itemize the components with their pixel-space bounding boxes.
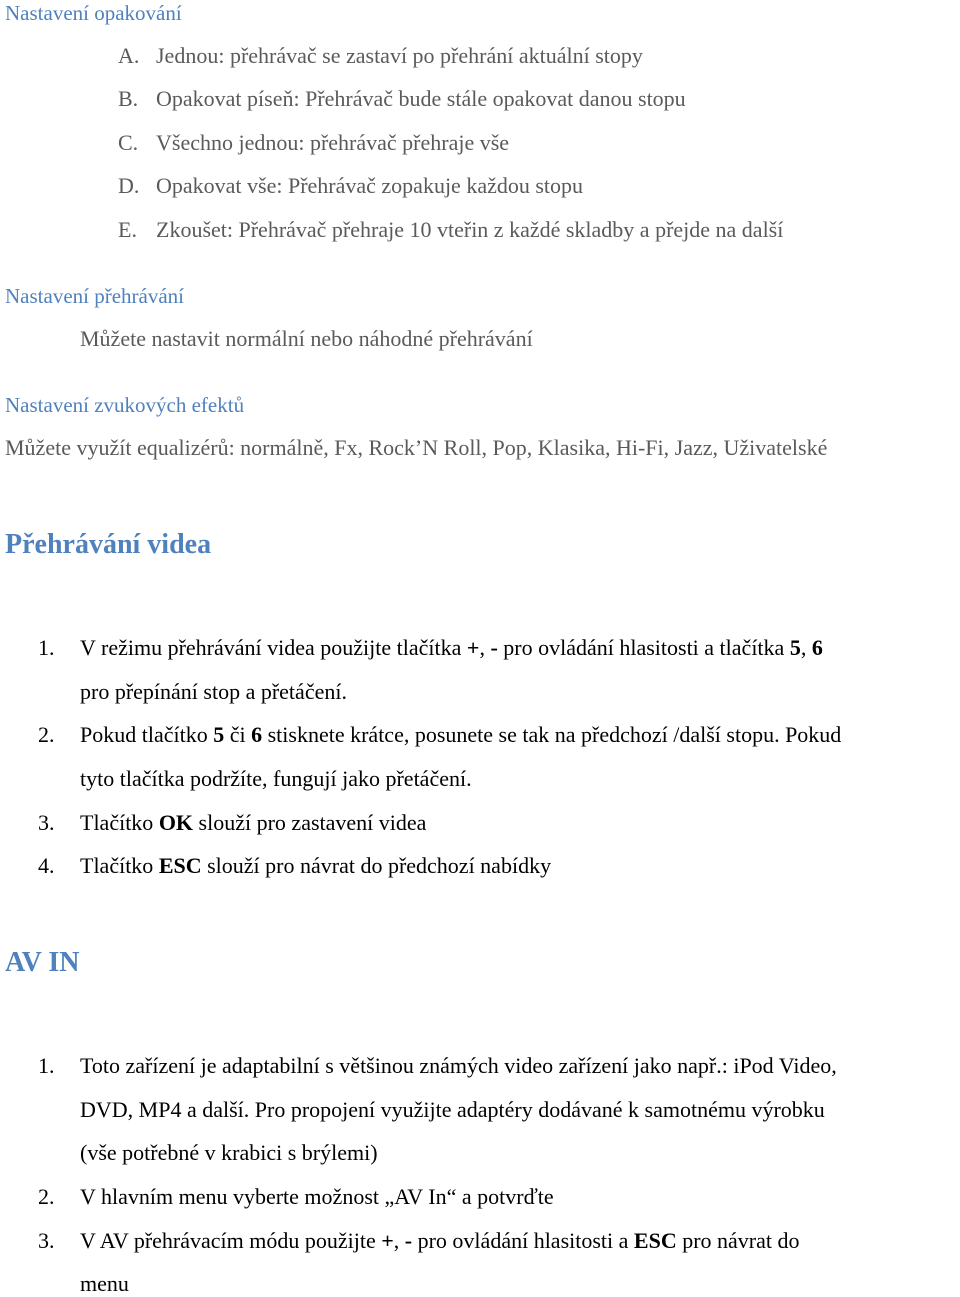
text-run: slouží pro návrat do předchozí nabídky xyxy=(201,853,552,878)
list-number: 2. xyxy=(38,722,55,747)
bold-run: ESC xyxy=(158,853,202,878)
bold-run: ESC xyxy=(633,1228,677,1253)
list-letter: B. xyxy=(118,86,139,111)
playback-heading: Nastavení přehrávání xyxy=(5,284,185,308)
text-run: pro ovládání hlasitosti a tlačítka xyxy=(497,635,790,660)
bold-run: - xyxy=(490,635,498,660)
list-letter: C. xyxy=(118,130,139,155)
list-text xyxy=(80,1228,800,1254)
bold-run: 6 xyxy=(811,635,823,660)
video-heading: Přehrávání videa xyxy=(5,529,212,560)
text-run: V režimu přehrávání videa použijte tlačítka xyxy=(80,635,467,660)
bold-run: 6 xyxy=(251,722,263,747)
text-run: pro ovládání hlasitosti a xyxy=(412,1228,634,1253)
effects-heading: Nastavení zvukových efektů xyxy=(5,393,245,417)
effects-text: Můžete využít equalizérů: normálně, Fx, Rock’N Roll, Pop, Klasika, Hi-Fi, Jazz, Uživatelské xyxy=(5,435,828,460)
bold-run: - xyxy=(404,1228,413,1253)
text-run: V AV přehrávacím módu použijte xyxy=(80,1228,382,1253)
text-run: pro návrat do xyxy=(676,1228,800,1253)
list-letter: E. xyxy=(118,217,137,242)
list-text-continued: (vše potřebné v krabici s brýlemi) xyxy=(80,1140,378,1165)
list-number: 1. xyxy=(38,635,55,660)
list-text: Jednou: přehrávač se zastaví po přehrání aktuální stopy xyxy=(156,43,643,68)
list-number: 2. xyxy=(38,1184,55,1209)
list-text xyxy=(80,722,841,748)
bold-run: 5 xyxy=(789,635,801,660)
text-run: Pokud tlačítko xyxy=(80,722,214,747)
list-text-continued: tyto tlačítka podržíte, fungují jako přetáčení. xyxy=(80,766,472,791)
list-text: Toto zařízení je adaptabilní s většinou známých video zařízení jako např.: iPod Video, xyxy=(80,1053,837,1078)
text-run: , xyxy=(479,635,491,660)
list-text: Opakovat píseň: Přehrávač bude stále opakovat danou stopu xyxy=(156,86,686,111)
bold-run: + xyxy=(466,635,480,660)
bold-run: + xyxy=(381,1228,394,1253)
text-run: slouží pro zastavení videa xyxy=(193,810,427,835)
list-text-continued: menu xyxy=(80,1271,129,1296)
text-run: stisknete krátce, posunete se tak na předchozí /další stopu. Pokud xyxy=(262,722,842,747)
list-number: 4. xyxy=(38,853,55,878)
list-text: Zkoušet: Přehrávač přehraje 10 vteřin z každé skladby a přejde na další xyxy=(156,217,784,242)
list-number: 3. xyxy=(38,1228,55,1253)
bold-run: OK xyxy=(158,810,194,835)
text-run: Tlačítko xyxy=(80,853,159,878)
list-text: V hlavním menu vyberte možnost „AV In“ a potvrďte xyxy=(80,1184,554,1209)
list-text-continued: DVD, MP4 a další. Pro propojení využijte adaptéry dodávané k samotnému výrobku xyxy=(80,1097,825,1122)
list-text: Opakovat vše: Přehrávač zopakuje každou stopu xyxy=(156,173,584,198)
list-letter: A. xyxy=(118,43,140,68)
list-number: 3. xyxy=(38,810,55,835)
text-run: , xyxy=(393,1228,405,1253)
repeat-heading: Nastavení opakování xyxy=(5,1,182,25)
bold-run: 5 xyxy=(213,722,225,747)
text-run: či xyxy=(224,722,252,747)
list-letter: D. xyxy=(118,173,140,198)
list-number: 1. xyxy=(38,1053,55,1078)
avin-heading: AV IN xyxy=(5,947,80,978)
list-text-continued: pro přepínání stop a přetáčení. xyxy=(80,679,347,704)
list-text xyxy=(80,853,551,879)
list-text xyxy=(80,810,426,836)
playback-text: Můžete nastavit normální nebo náhodné přehrávání xyxy=(80,326,533,351)
text-run: , xyxy=(800,635,812,660)
text-run: Tlačítko xyxy=(80,810,159,835)
list-text xyxy=(80,635,823,661)
list-text: Všechno jednou: přehrávač přehraje vše xyxy=(156,130,510,155)
